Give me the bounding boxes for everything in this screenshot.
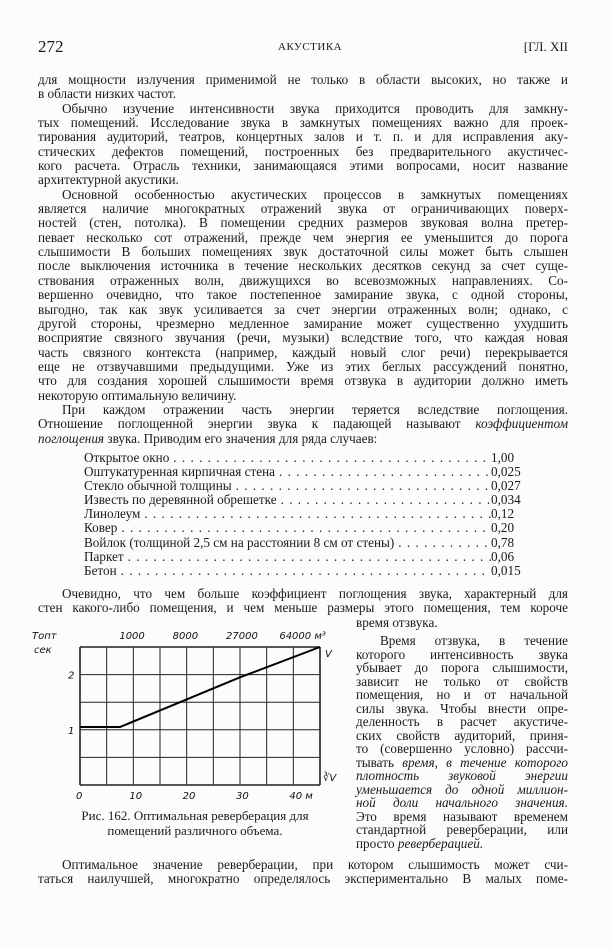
material-name: Открытое окно: [84, 450, 170, 465]
text-line: еще не отзвучавшими предыдущими. Уже из этих беглых рассуждений понятно,: [38, 358, 568, 374]
text-line: часть связного контекста (например, каждый новый слог речи) перекрывается: [38, 344, 568, 360]
table-row: [84, 507, 525, 521]
leader-dots: [140, 507, 491, 521]
text-line: время отзвука.: [356, 614, 438, 630]
paragraph: [38, 858, 568, 887]
material-name: Ковер: [84, 520, 118, 536]
text-line: что для создания хорошей слышимости время отзвука в аудитории должно иметь: [38, 373, 568, 389]
table-row: [84, 465, 525, 479]
top-tick-label: 1000: [119, 631, 145, 642]
material-name: Паркет: [84, 548, 124, 564]
text-line: Обычно изучение интенсивности звука приходится проводить для замкну-: [62, 100, 568, 116]
text-span: тывать: [356, 754, 403, 770]
figure-caption: [45, 808, 345, 838]
leader-dots: [169, 451, 491, 465]
text-line: зависит не только от свойств: [356, 673, 568, 689]
definition-italic: плотность звуковой энергии: [356, 768, 568, 783]
absorption-value: 0,06: [491, 548, 515, 564]
caption-line: Рис. 162. Оптимальная реверберация для: [81, 808, 309, 823]
paragraph-right-column: [356, 634, 568, 850]
table-row: [84, 550, 525, 564]
text-line: тирования аудиторий, театров, концертных залов и т. п. и для исправления аку-: [38, 129, 568, 145]
material-name: Стекло обычной толщины: [84, 478, 232, 494]
absorption-value: 0,034: [491, 492, 521, 508]
absorption-value: 0,027: [491, 478, 521, 494]
text-line: архитектурной акустики.: [38, 172, 179, 188]
text-line: слышимости В больших помещениях звук достаточной силы может быть слышен: [38, 244, 568, 260]
y-axis-label: Tопт: [32, 631, 57, 642]
absorption-table: [84, 451, 525, 578]
x-tick-label: 0: [76, 791, 83, 802]
text-line: Время отзвука, в течение: [380, 633, 568, 648]
running-header: [38, 37, 568, 55]
body-text: [38, 73, 568, 446]
text-line: которого интенсивность звука: [356, 646, 568, 662]
definition-italic: время, в течение которого: [402, 754, 568, 770]
top-tick-label: 64000 м³: [279, 631, 326, 642]
material-name: Войлок (толщиной 2,5 см на расстоянии 8 см от стены): [84, 534, 395, 550]
text-line: [38, 417, 568, 431]
text-line: тых помещений. Исследование звука в замкнутых помещениях важно для проек-: [38, 115, 568, 131]
leader-dots: [117, 564, 491, 578]
text-line: то (совершенно условно) рассчи-: [356, 741, 568, 756]
text-line: некоторую оптимальную величину.: [38, 387, 237, 403]
definition-italic: ной доли начального значения.: [356, 795, 568, 810]
text-line: таться наилучшей, многократно определялось экспериментально В малых поме-: [38, 871, 568, 887]
table-row: [84, 564, 525, 578]
text-line: ностей (стен, потолка). В помещении средних размеров звуковая волна претер-: [38, 215, 568, 231]
y-tick-label: 1: [68, 725, 75, 737]
text-line: [356, 769, 568, 783]
absorption-value: 0,015: [491, 562, 521, 578]
text-span: Отношение поглощенной энергии звука к падающей называют: [38, 416, 476, 432]
absorption-value: 0,78: [491, 534, 515, 550]
leader-dots: [275, 465, 491, 479]
page-number: 272: [38, 37, 64, 56]
text-line: убывает до порога слышимости,: [356, 660, 568, 675]
text-line: [356, 783, 568, 797]
text-line: [356, 837, 568, 851]
text-span: звука. Приводим его значения для ряда случаев:: [104, 430, 378, 446]
caption-line: помещений различного объема.: [107, 823, 283, 838]
text-line: в области низких частот.: [38, 86, 176, 102]
text-line: другой стороны, чрезмерно медленное замирание может существенно ухудшить: [38, 315, 568, 331]
text-line: При каждом отражении часть энергии теряется вследствие поглощения.: [62, 401, 568, 417]
x-tick-label: 40 м: [289, 791, 313, 802]
leader-dots: [232, 479, 491, 493]
running-title: АКУСТИКА: [278, 41, 343, 53]
y-tick-label: 2: [68, 670, 75, 682]
text-line: после выключения источника в течение нескольких десятков секунд за счет суще-: [38, 258, 568, 274]
table-row: [84, 521, 525, 535]
absorption-value: 0,20: [491, 520, 515, 536]
leader-dots: [394, 536, 491, 550]
x-tick-label: 20: [182, 791, 196, 802]
term-italic: поглощения: [38, 430, 105, 446]
text-line: помещения, но и от начальной: [356, 687, 568, 702]
leader-dots: [277, 493, 491, 507]
text-span: просто: [356, 835, 398, 851]
chapter-label: [ГЛ. XII: [523, 39, 568, 54]
paragraph: [38, 403, 568, 446]
reverberation-chart: [30, 622, 352, 802]
paragraph: [38, 102, 568, 188]
absorption-value: 0,025: [491, 464, 521, 480]
absorption-value: 1,00: [491, 450, 515, 465]
table-row: [84, 479, 525, 493]
text-line: восприятие связного звучания (речи, музыки) вследствие того, что каждая новая: [38, 330, 568, 346]
text-line: [356, 796, 568, 810]
text-line: деленность в расчет акустиче-: [356, 714, 568, 729]
top-tick-label: 8000: [172, 631, 199, 642]
y-axis-unit: сек: [34, 645, 52, 656]
text-line: стен какого-либо помещения, и чем меньше размеры этого помещения, тем короче: [38, 600, 568, 616]
table-row: [84, 451, 525, 465]
text-line: стических дефектов помещений, построенных без предварительного акустичес-: [38, 143, 568, 159]
paragraph: [38, 188, 568, 403]
text-line: вершенно очевидно, что такое постепенное замирание звука, с одной стороны,: [38, 287, 568, 303]
text-line: Очевидно, что чем больше коэффициент поглощения звука, характерный для: [62, 586, 568, 601]
term-italic: коэффициентом: [475, 416, 568, 432]
text-line: кого расчета. Отрасль техники, занимающаяся этими вопросами, носит название: [38, 158, 568, 174]
x-axis-label: ∛V: [323, 773, 337, 784]
x-tick-label: 30: [236, 791, 249, 802]
leader-dots: [124, 550, 491, 564]
leader-dots: [117, 521, 491, 535]
text-line: стандартной реверберации, или: [356, 822, 568, 837]
text-line: выгодно, так как звук усиливается за счет энергии отраженных волн; однако, с: [38, 301, 568, 317]
top-axis-label: V: [325, 649, 332, 660]
absorption-value: 0,12: [491, 506, 515, 522]
text-line: ствования отраженных волн, движущихся во всевозможных направлениях. Со-: [38, 272, 568, 288]
material-name: Оштукатуренная кирпичная стена: [84, 464, 275, 480]
text-line: певает несколько сот отражений, прежде чем энергия ее уменьшится до порога: [38, 229, 568, 245]
table-row: [84, 493, 525, 507]
term-italic: реверберацией.: [397, 835, 484, 851]
text-line: силы звука. Чтобы внести опре-: [356, 700, 568, 716]
material-name: Известь по деревянной обрешетке: [84, 492, 277, 508]
text-line: ских свойств аудиторий, приня-: [356, 727, 568, 743]
material-name: Линолеум: [84, 506, 141, 522]
text-line: Оптимальное значение реверберации, при котором слышимость может счи-: [62, 857, 568, 872]
series-line: [80, 647, 320, 727]
text-line: Это время называют временем: [356, 808, 568, 824]
x-tick-label: 10: [129, 791, 143, 802]
text-line: [38, 432, 568, 446]
paragraph: [38, 73, 568, 102]
material-name: Бетон: [84, 562, 117, 578]
text-line: [356, 756, 568, 770]
text-line: является наличие многократных отражений звука от ограничивающих поверх-: [38, 201, 568, 217]
definition-italic: уменьшается до одной миллион-: [356, 781, 568, 797]
text-line: Основной особенностью акустических процессов в замкнутых помещениях: [62, 186, 568, 202]
table-row: [84, 536, 525, 550]
top-tick-label: 27000: [226, 631, 258, 642]
text-line: для мощности излучения применимой не только в области высоких, но также и: [38, 72, 568, 87]
